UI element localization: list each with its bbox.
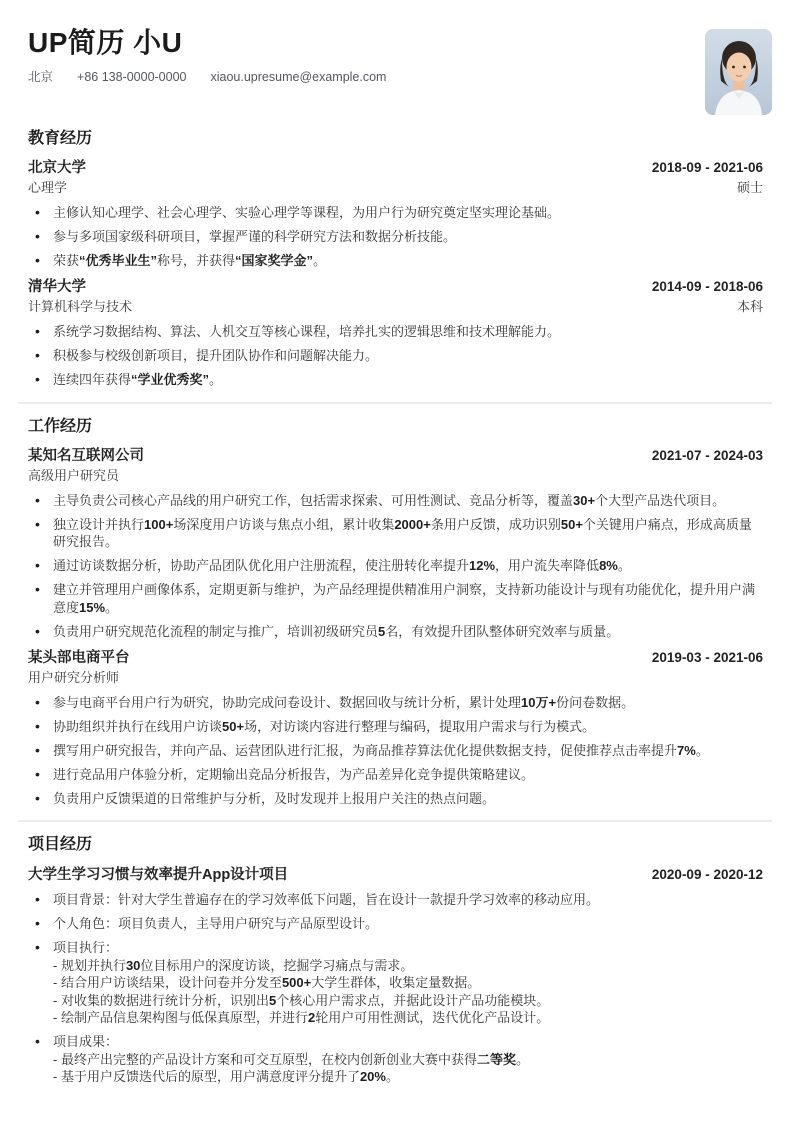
contact-row <box>28 69 763 85</box>
bullet-list <box>28 492 763 641</box>
contact-location: 北京 <box>28 69 54 84</box>
portrait-illustration <box>705 29 772 115</box>
bullet-item: • 系统学习数据结构、算法、人机交互等核心课程，培养扎实的逻辑思维和技术理解能力。 <box>28 323 763 341</box>
section-title: 工作经历 <box>28 417 93 435</box>
bullet-item: • 通过访谈数据分析，协助产品团队优化用户注册流程，使注册转化率提升12%，用户流失率降低8%。 <box>28 557 763 575</box>
section-education <box>28 129 763 389</box>
bullet-item: • 荣获“优秀毕业生”称号，并获得“国家奖学金”。 <box>28 252 763 270</box>
bullet-list <box>28 694 763 808</box>
education-entry <box>28 278 763 388</box>
page-title: UP简历 小U <box>28 27 183 58</box>
entry-date: 2021-07 - 2024-03 <box>651 447 763 463</box>
bullet-item: • 主修认知心理学、社会心理学、实验心理学等课程，为用户行为研究奠定坚实理论基础。 <box>28 204 763 222</box>
section-projects <box>28 835 763 1086</box>
bullet-item: • 负责用户反馈渠道的日常维护与分析，及时发现并上报用户关注的热点问题。 <box>28 790 763 808</box>
bullet-item: • 参与电商平台用户行为研究，协助完成问卷设计、数据回收与统计分析，累计处理10万+份问卷数据。 <box>28 694 763 712</box>
project-entry <box>28 866 763 1086</box>
entry-subtitle: 计算机科学与技术 <box>28 299 133 315</box>
bullet-list <box>28 323 763 389</box>
entry-subtitle: 高级用户研究员 <box>28 467 120 483</box>
entry-name: 某知名互联网公司 <box>28 447 144 464</box>
entry-date: 2019-03 - 2021-06 <box>651 650 763 666</box>
section-divider <box>18 402 772 404</box>
bullet-item: • 个人角色：项目负责人，主导用户研究与产品原型设计。 <box>28 915 763 933</box>
entry-subtitle: 用户研究分析师 <box>28 669 120 685</box>
bullet-item: • 项目执行： - 规划并执行30位目标用户的深度访谈，挖掘学习痛点与需求。 - 结合用户访谈结果，设计问卷并分发至500+大学生群体，收集定量数据。 - 对收集的数据进行统计分析，识别出5个核心用户需求点，并据此设计产品功能模块。 - 绘制产品信息架构图与低保真原型，并进行2轮用户可用性测试，迭代优化产品设计。 <box>28 939 763 1027</box>
bullet-list <box>28 204 763 270</box>
entry-date: 2014-09 - 2018-06 <box>651 279 763 295</box>
section-work <box>28 417 763 808</box>
bullet-item: • 进行竞品用户体验分析，定期输出竞品分析报告，为产品差异化竞争提供策略建议。 <box>28 766 763 784</box>
bullet-item: • 参与多项国家级科研项目，掌握严谨的科学研究方法和数据分析技能。 <box>28 228 763 246</box>
section-title: 项目经历 <box>28 836 93 854</box>
contact-phone: +86 138-0000-0000 <box>77 69 187 84</box>
resume-header <box>28 28 763 85</box>
entry-degree: 本科 <box>736 299 763 315</box>
bullet-item: • 负责用户研究规范化流程的制定与推广，培训初级研究员5名，有效提升团队整体研究效率与质量。 <box>28 623 763 641</box>
entry-subtitle: 心理学 <box>28 180 68 196</box>
profile-photo <box>705 29 772 115</box>
bullet-item: • 积极参与校级创新项目，提升团队协作和问题解决能力。 <box>28 347 763 365</box>
contact-email: xiaou.upresume@example.com <box>210 69 387 84</box>
entry-date: 2020-09 - 2020-12 <box>651 866 763 882</box>
entry-degree: 硕士 <box>736 180 763 196</box>
section-title: 教育经历 <box>28 130 93 148</box>
bullet-item: • 连续四年获得“学业优秀奖”。 <box>28 371 763 389</box>
bullet-item: • 主导负责公司核心产品线的用户研究工作，包括需求探索、可用性测试、竞品分析等，覆盖30+个大型产品迭代项目。 <box>28 492 763 510</box>
bullet-item: • 项目背景：针对大学生普遍存在的学习效率低下问题，旨在设计一款提升学习效率的移动应用。 <box>28 891 763 909</box>
bullet-item: • 建立并管理用户画像体系，定期更新与维护，为产品经理提供精准用户洞察，支持新功能设计与现有功能优化，提升用户满意度15%。 <box>28 581 763 616</box>
entry-date: 2018-09 - 2021-06 <box>651 160 763 176</box>
work-entry <box>28 447 763 640</box>
bullet-item: • 项目成果： - 最终产出完整的产品设计方案和可交互原型，在校内创新创业大赛中获得二等奖。 - 基于用户反馈迭代后的原型，用户满意度评分提升了20%。 <box>28 1033 763 1086</box>
bullet-item: • 独立设计并执行100+场深度用户访谈与焦点小组，累计收集2000+条用户反馈，成功识别50+个关键用户痛点，形成高质量研究报告。 <box>28 516 763 551</box>
entry-name: 某头部电商平台 <box>28 650 130 667</box>
section-divider <box>18 820 772 822</box>
work-entry <box>28 649 763 807</box>
bullet-item: • 撰写用户研究报告，并向产品、运营团队进行汇报，为商品推荐算法优化提供数据支持，促使推荐点击率提升7%。 <box>28 742 763 760</box>
entry-name: 清华大学 <box>28 279 86 296</box>
bullet-list <box>28 891 763 1086</box>
bullet-item: • 协助组织并执行在线用户访谈50+场，对访谈内容进行整理与编码，提取用户需求与行为模式。 <box>28 718 763 736</box>
education-entry <box>28 159 763 269</box>
entry-name: 北京大学 <box>28 160 86 177</box>
entry-name: 大学生学习习惯与效率提升App设计项目 <box>28 866 289 883</box>
